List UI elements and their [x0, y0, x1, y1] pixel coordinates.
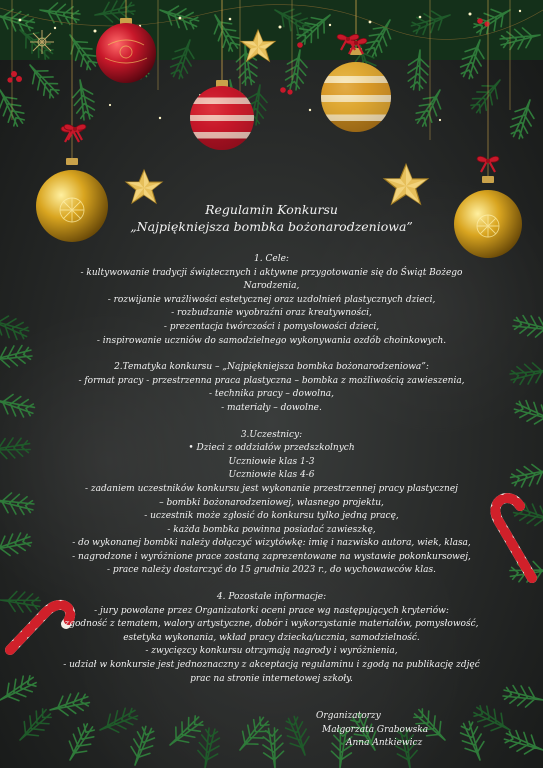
- section-line: - każda bombka powinna posiadać zawieszkę,: [167, 524, 376, 535]
- section-line: - technika pracy – dowolna,: [208, 389, 334, 400]
- section-line: - udział w konkursie jest jednoznaczny z akceptacją regulaminu i zgodą na publikację zdjęć: [63, 660, 480, 671]
- section-line: – bombki bożonarodzeniowej, własnego projektu,: [159, 497, 384, 508]
- gold-star: [126, 170, 162, 203]
- organizers-signature: [316, 710, 436, 751]
- section-line: • Dzieci z oddziałów przedszkolnych: [188, 443, 355, 454]
- section-heading: 3.Uczestnicy:: [240, 429, 303, 440]
- section-line: - jury powołane przez Organizatorki oceni prace wg następujących kryteriów:: [94, 605, 449, 616]
- spacer: [60, 235, 483, 253]
- section-line: - nagrodzone i wyróżnione prace zostaną zaprezentowane na wystawie pokonkursowej,: [72, 551, 471, 562]
- spacer: [60, 578, 483, 591]
- fir-garland-top: [0, 0, 543, 141]
- section-line: - kultywowanie tradycji świątecznych i aktywne przygotowanie się do Świąt Bożego: [80, 267, 463, 278]
- section-line: - rozwijanie wrażliwości estetycznej oraz uzdolnień plastycznych dzieci,: [107, 294, 436, 305]
- organizer-name: Anna Antkiewicz: [346, 738, 423, 748]
- spacer: [60, 348, 483, 361]
- section-line: - materiały – dowolne.: [221, 402, 322, 413]
- regulation-text: [60, 201, 483, 686]
- document-title: Regulamin Konkursu: [205, 202, 338, 217]
- organizers-heading: Organizatorzy: [316, 711, 381, 721]
- section-line: Uczniowie klas 1-3: [228, 456, 315, 467]
- section-heading: 2.Tematyka konkursu – „Najpiękniejsza bombka bożonarodzeniowa”:: [114, 362, 429, 373]
- section-line: - uczestnik może zgłosić do konkursu tylko jedną pracę,: [144, 511, 399, 522]
- section-line: zgodność z tematem, walory artystyczne, dobór i wykorzystanie materiałów, pomysłowość,: [64, 619, 479, 630]
- section-line: - prace należy dostarczyć do 15 grudnia 2023 r., do wychowawców klas.: [106, 565, 437, 576]
- section-line: Narodzenia,: [243, 281, 300, 292]
- fir-branch-left: [0, 311, 41, 614]
- section-line: - rozbudzanie wyobraźni oraz kreatywności,: [171, 308, 372, 319]
- organizer-name: Małgorzata Grabowska: [322, 724, 429, 735]
- spacer: [60, 416, 483, 429]
- section-line: - inspirowanie uczniów do samodzielnego wykonywania ozdób choinkowych.: [96, 335, 447, 346]
- section-line: - do wykonanej bombki należy dołączyć wizytówkę: imię i nazwisko autora, wiek, klasa,: [72, 538, 471, 549]
- section-line: - prezentacja twórczości i pomysłowości dzieci,: [163, 321, 380, 332]
- section-line: - zwycięzcy konkursu otrzymają nagrody i wyróżnienia,: [145, 646, 398, 657]
- section-line: estetyka wykonania, wkład pracy dziecka/ucznia, samodzielność.: [123, 632, 420, 643]
- section-line: prac na stronie internetowej szkoły.: [190, 673, 353, 684]
- section-line: - format pracy - przestrzenna praca plastyczna – bombka z możliwością zawieszenia,: [78, 375, 465, 386]
- gold-star: [384, 164, 427, 204]
- section-heading: 4. Pozostałe informacje:: [216, 592, 327, 603]
- document-subtitle: „Najpiękniejsza bombka bożonarodzeniowa”: [130, 219, 413, 234]
- section-heading: 1. Cele:: [254, 254, 289, 264]
- section-line: - zadaniem uczestników konkursu jest wykonanie przestrzennej pracy plastycznej: [85, 483, 458, 494]
- section-line: Uczniowie klas 4-6: [228, 470, 315, 481]
